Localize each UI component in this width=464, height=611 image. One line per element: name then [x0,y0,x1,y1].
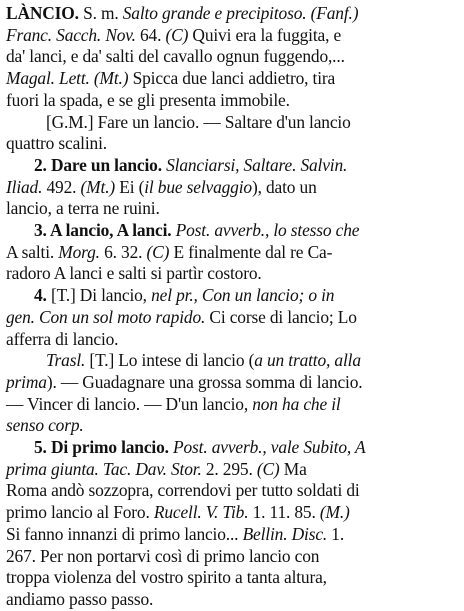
italic-text: (C) [165,24,189,45]
body-text: — Vincer di lancio. — D'un lancio, [6,393,253,414]
text-line [6,350,458,372]
body-text: 492. [42,176,81,197]
body-text: Roma andò sozzopra, correndovi per tutto soldati di [6,480,360,501]
body-text: 2. 295. [201,458,257,479]
text-line [6,415,458,437]
italic-text: Slanciarsi, Saltare. Salvin. [166,154,348,175]
headword-text: LÀNCIO. [6,3,79,23]
text-line [6,329,458,351]
text-line [6,459,458,481]
body-text: Spicca due lanci addietro, tira [128,68,336,89]
body-text: troppa violenza del vostro spirito a tanta altura, [6,567,327,588]
body-text: da' lanci, e da' salti del cavallo ognun fuggendo,... [6,46,345,67]
text-line [6,198,458,220]
body-text: lancio, a terra ne ruini. [6,198,160,219]
italic-text: senso corp. [6,415,84,436]
body-text: primo lancio al Foro. [6,502,154,523]
text-line [6,589,458,611]
headword-text: 3. A lancio, A lanci. [34,220,172,241]
body-text: 64. [135,24,166,45]
text-line [6,263,458,285]
italic-text: nel pr., Con un lancio; o in [151,285,335,306]
text-line [6,567,458,589]
italic-text: Morg. [58,241,100,262]
text-line [6,307,458,329]
italic-text: Post. avverb., lo stesso che [175,220,360,241]
body-text: Ei ( [115,176,145,197]
text-line [6,372,458,394]
text-line [6,220,458,242]
body-text: S. m. [78,3,123,23]
italic-text: (M.) [319,502,350,523]
body-text: 6. 32. [99,241,147,262]
text-line [6,480,458,502]
text-line [6,46,458,68]
italic-text: gen. Con un sol moto rapido. [6,306,206,327]
body-text: Quivi era la fuggita, e [188,24,342,45]
italic-text: a un tratto, alla [254,350,361,371]
text-line [6,68,458,90]
headword-text: 2. Dare un lancio. [34,154,162,175]
body-text: [G.M.] Fare un lancio. — Saltare d'un lancio [46,111,351,132]
text-line [6,502,458,524]
body-text: 267. Per non portarvi così di primo lancio con [6,545,320,566]
body-text: quattro scalini. [6,133,107,154]
text-line [6,546,458,568]
text-line [6,90,458,112]
body-text: [T.] Lo intese di lancio ( [85,350,255,371]
italic-text: prima [6,371,47,392]
italic-text: Franc. Sacch. Nov. [6,24,136,45]
body-text: 1. 11. 85. [248,502,320,523]
text-line [6,394,458,416]
text-line [6,524,458,546]
body-text: fuori la spada, e se gli presenta immobile. [6,89,290,110]
italic-text: prima giunta. Tac. Dav. Stor. [6,458,202,479]
text-line [6,112,458,134]
italic-text: Iliad. [6,176,43,197]
headword-text: 5. Di primo lancio. [34,437,169,458]
text-line [6,133,458,155]
body-text: Ma [279,458,307,479]
italic-text: (C) [146,241,170,262]
text-line [6,3,458,25]
italic-text: non ha che il [252,393,341,414]
body-text: afferra di lancio. [6,328,119,349]
body-text: ), dato un [251,176,317,197]
italic-text: (C) [256,458,280,479]
italic-text: Magal. Lett. (Mt.) [6,68,129,89]
text-line [6,155,458,177]
italic-text: Salto grande e precipitoso. (Fanf.) [122,3,359,23]
body-text: A salti. [6,241,59,262]
text-line [6,25,458,47]
text-line [6,437,458,459]
italic-text: Bellin. Disc. [242,523,328,544]
body-text: E finalmente dal re Ca- [169,241,333,262]
italic-text: il bue selvaggio [144,176,252,197]
body-text: Ci corse di lancio; Lo [205,306,357,327]
body-text: Si fanno innanzi di primo lancio... [6,523,243,544]
body-text: 1. [327,523,345,544]
headword-text: 4. [34,285,47,306]
body-text: radoro A lanci e salti si partìr costoro. [6,263,262,284]
italic-text: Rucell. V. Tib. [153,502,249,523]
text-line [6,177,458,199]
body-text: [T.] Di lancio, [46,285,152,306]
text-line [6,242,458,264]
italic-text: Post. avverb., vale Subito, A [173,437,366,458]
body-text: ). — Guadagnare una grossa somma di lancio. [46,371,363,392]
body-text: andiamo passo passo. [6,588,154,609]
italic-text: (Mt.) [80,176,116,197]
italic-text: Trasl. [46,350,86,371]
text-line [6,285,458,307]
